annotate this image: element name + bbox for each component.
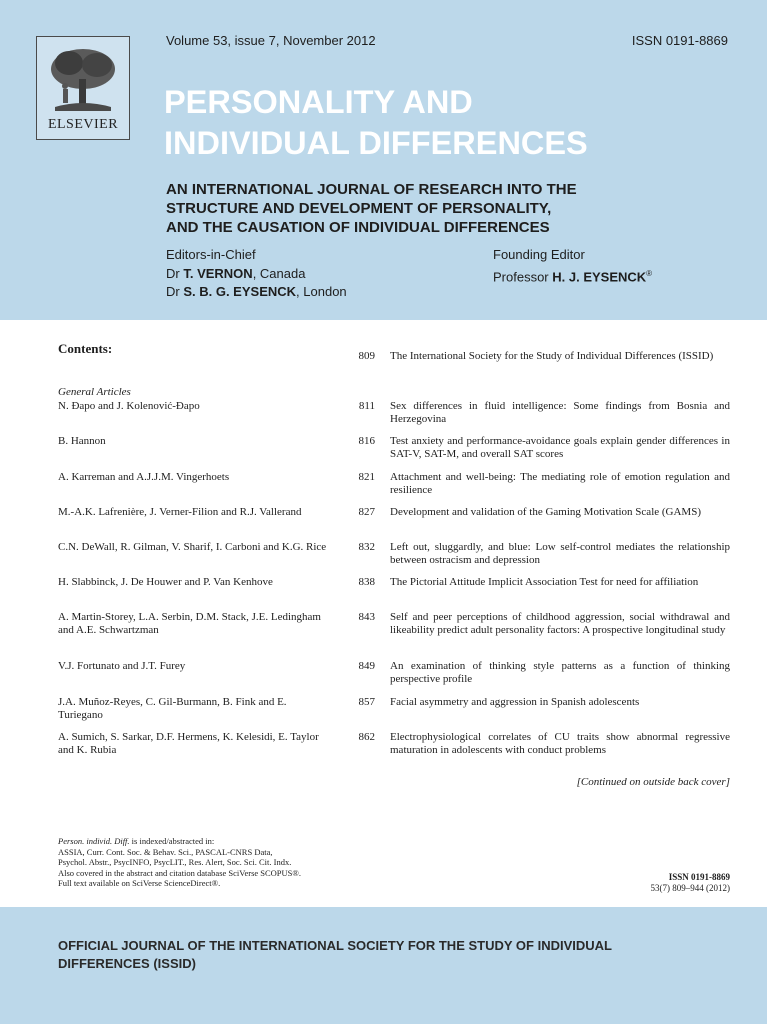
entry-title: Electrophysiological correlates of CU traits show abnormal regressive maturation in adolescents with conduct problems [390, 731, 730, 756]
footer-band [0, 907, 767, 1024]
editors-heading: Editors-in-Chief [166, 247, 256, 262]
deceased-mark: ® [646, 268, 653, 278]
entry-title: An examination of thinking style patterns as a function of thinking perspective profile [390, 660, 730, 685]
entry-title: Facial asymmetry and aggression in Spanish adolescents [390, 696, 640, 708]
section-label: General Articles [58, 386, 131, 398]
journal-subtitle [166, 180, 577, 237]
entry-authors: M.-A.K. Lafrenière, J. Verner-Filion and R.J. Vallerand [58, 506, 302, 518]
editors-in-chief [166, 246, 347, 302]
subtitle-line: AN INTERNATIONAL JOURNAL OF RESEARCH INTO THE [166, 181, 577, 198]
entry-title: The Pictorial Attitude Implicit Association Test for need for affiliation [390, 576, 699, 588]
entry-title: Sex differences in fluid intelligence: Some findings from Bosnia and Herzegovina [390, 400, 730, 425]
entry-authors: A. Sumich, S. Sarkar, D.F. Hermens, K. Kelesidi, E. Taylor and K. Rubia [58, 731, 319, 756]
indexing-line: Full text available on SciVerse ScienceDirect®. [58, 878, 221, 888]
header-band [0, 0, 767, 320]
founding-prefix: Professor [493, 268, 553, 284]
official-journal-note [58, 937, 612, 973]
editor-line [166, 283, 347, 302]
entry-authors: B. Hannon [58, 435, 106, 447]
entry-authors: A. Martin-Storey, L.A. Serbin, D.M. Stack, J.E. Ledingham and A.E. Schwartzman [58, 611, 321, 636]
founding-editor [493, 246, 652, 286]
founding-heading: Founding Editor [493, 247, 585, 262]
entry-authors: H. Slabbinck, J. De Houwer and P. Van Kenhove [58, 576, 273, 588]
subtitle-line: STRUCTURE AND DEVELOPMENT OF PERSONALITY, [166, 200, 552, 217]
entry-page: 838 [358, 576, 375, 588]
entry-title: Left out, sluggardly, and blue: Low self-control mediates the relationship between ostracism and depression [390, 541, 730, 566]
indexing-line: Person. individ. Diff. is indexed/abstracted in: [58, 836, 215, 846]
entry-title: Test anxiety and performance-avoidance goals explain gender differences in SAT-V, SAT-M, and overall SAT scores [390, 435, 730, 460]
publisher-logo-text: ELSEVIER [47, 117, 119, 132]
entry-title: Development and validation of the Gaming Motivation Scale (GAMS) [390, 506, 701, 518]
editor-prefix: Dr [166, 265, 184, 281]
founding-name: H. J. EYSENCK [552, 268, 647, 284]
indexing-line: Also covered in the abstract and citation database SciVerse SCOPUS®. [58, 867, 301, 878]
editor-location: , London [296, 284, 347, 299]
journal-title [164, 82, 588, 164]
official-line: OFFICIAL JOURNAL OF THE INTERNATIONAL SOCIETY FOR THE STUDY OF INDIVIDUAL [58, 938, 612, 953]
issn-bottom [651, 872, 731, 894]
contents-heading: Contents: [58, 341, 113, 356]
journal-title-line: INDIVIDUAL DIFFERENCES [164, 125, 588, 161]
editor-name: S. B. G. EYSENCK [183, 284, 297, 299]
founding-line [493, 265, 652, 287]
entry-page: 849 [358, 660, 375, 672]
entry-authors: J.A. Muñoz-Reyes, C. Gil-Burmann, B. Fink and E. Turiegano [58, 696, 287, 721]
subtitle-line: AND THE CAUSATION OF INDIVIDUAL DIFFERENCES [166, 219, 550, 236]
continued-note: [Continued on outside back cover] [576, 776, 730, 788]
entry-authors: V.J. Fortunato and J.T. Furey [58, 660, 186, 672]
entry-title: The International Society for the Study of Individual Differences (ISSID) [390, 350, 714, 362]
entry-page: 816 [358, 435, 375, 447]
issue-citation: 53(7) 809–944 (2012) [650, 883, 730, 893]
indexing-notice [58, 836, 301, 889]
publisher-logo [36, 36, 130, 140]
entry-page: 821 [358, 471, 375, 483]
journal-title-line: PERSONALITY AND [164, 84, 473, 120]
editor-name: T. VERNON [183, 265, 253, 281]
entry-page: 862 [358, 731, 375, 743]
issn-number: ISSN 0191-8869 [668, 872, 730, 882]
entry-page: 811 [358, 400, 375, 412]
entry-page: 843 [358, 611, 375, 623]
editor-prefix: Dr [166, 284, 184, 299]
entry-authors: N. Đapo and J. Kolenović-Đapo [58, 400, 200, 412]
entry-title: Attachment and well-being: The mediating role of emotion regulation and resilience [390, 471, 730, 496]
entry-page: 832 [358, 541, 375, 553]
volume-line: Volume 53, issue 7, November 2012 [166, 33, 376, 48]
indexing-line: Psychol. Abstr., PsycINFO, PsycLIT., Res. Alert, Soc. Sci. Cit. Indx. [58, 857, 292, 867]
entry-title: Self and peer perceptions of childhood aggression, social withdrawal and likeability predict adult personality factors: A prospective longitudinal study [390, 611, 730, 636]
entry-authors: A. Karreman and A.J.J.M. Vingerhoets [58, 471, 230, 483]
entry-page: 827 [358, 506, 375, 518]
tree-icon [45, 43, 121, 113]
editor-location: , Canada [252, 265, 306, 281]
entry-page: 857 [358, 696, 375, 708]
indexing-line: ASSIA, Curr. Cont. Soc. & Behav. Sci., PASCAL-CNRS Data, [58, 846, 273, 857]
official-line: DIFFERENCES (ISSID) [58, 956, 196, 971]
editor-line [166, 265, 347, 284]
issn-top: ISSN 0191-8869 [631, 33, 728, 48]
entry-page: 809 [358, 350, 375, 362]
entry-authors: C.N. DeWall, R. Gilman, V. Sharif, I. Carboni and K.G. Rice [58, 541, 327, 553]
